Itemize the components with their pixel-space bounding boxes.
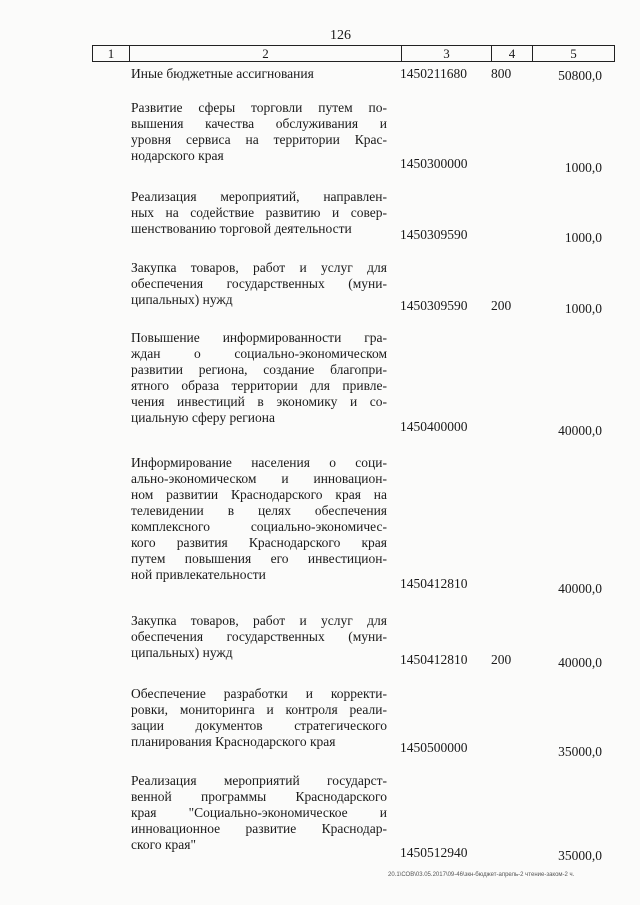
description-line: обеспечения государственных (муни- [131, 276, 387, 291]
description-line: вышения качества обслуживания и [131, 116, 387, 131]
description-line: венной программы Краснодарского [131, 789, 387, 804]
row-amount: 1000,0 [564, 301, 602, 316]
row-description [131, 330, 387, 426]
description-line: края "Социально-экономическое и [131, 805, 387, 820]
description-line: инновационное развитие Краснодар- [131, 821, 387, 836]
header-col-3: 3 [402, 46, 492, 61]
description-line: обеспечения государственных (муни- [131, 629, 387, 644]
row-code: 1450309590 [400, 298, 468, 313]
row-amount: 40000,0 [558, 423, 602, 438]
row-amount: 50800,0 [558, 68, 602, 83]
row-amount: 1000,0 [564, 230, 602, 245]
description-line: Иные бюджетные ассигнования [131, 66, 314, 81]
row-description [131, 66, 387, 82]
row-expense-type: 200 [491, 652, 512, 667]
description-line: ном развитии Краснодарского края на [131, 487, 387, 502]
description-line: уровня сервиса на территории Крас- [131, 132, 387, 147]
description-line: шенствованию торговой деятельности [131, 221, 352, 236]
row-code: 1450500000 [400, 740, 468, 755]
header-col-1: 1 [93, 46, 130, 61]
description-line: развитии региона, создание благопри- [131, 362, 387, 377]
description-line: Реализация мероприятий государст- [131, 773, 387, 788]
description-line: Закупка товаров, работ и услуг для [131, 260, 387, 275]
description-line: кого развития Краснодарского края [131, 535, 387, 550]
row-code: 1450412810 [400, 576, 468, 591]
description-line: Закупка товаров, работ и услуг для [131, 613, 387, 628]
row-amount: 40000,0 [558, 655, 602, 670]
description-line: Реализация мероприятий, направлен- [131, 189, 387, 204]
description-line: ной привлекательности [131, 567, 266, 582]
description-line: ского края" [131, 837, 196, 852]
row-code: 1450211680 [400, 66, 467, 81]
description-line: ципальных) нужд [131, 292, 233, 307]
description-line: комплексного социально-экономичес- [131, 519, 387, 534]
description-line: ных на содействие развитию и совер- [131, 205, 387, 220]
description-line: ждан о социально-экономическом [131, 346, 387, 361]
row-expense-type: 200 [491, 298, 512, 313]
row-description [131, 100, 387, 164]
row-expense-type: 800 [491, 66, 512, 81]
row-amount: 35000,0 [558, 848, 602, 863]
header-col-2: 2 [130, 46, 402, 61]
description-line: телевидении в целях обеспечения [131, 503, 387, 518]
footer-file-stamp: 20.1\СОВ\03.05.2017\09-46\зкн-бюджет-апрель-2 чтение-заком-2 ч. [388, 872, 575, 878]
row-description [131, 686, 387, 750]
row-amount: 1000,0 [564, 160, 602, 175]
header-col-5: 5 [570, 46, 577, 61]
description-line: Развитие сферы торговли путем по- [131, 100, 387, 115]
row-description [131, 260, 387, 308]
row-code: 1450300000 [400, 156, 468, 171]
row-description [131, 189, 387, 237]
row-code: 1450512940 [400, 845, 468, 860]
description-line: ровки, мониторинга и контроля реали- [131, 702, 387, 717]
table-header-row [92, 45, 615, 62]
description-line: ципальных) нужд [131, 645, 233, 660]
row-description [131, 455, 387, 583]
row-code: 1450400000 [400, 419, 468, 434]
row-code: 1450412810 [400, 652, 468, 667]
description-line: Повышение информированности гра- [131, 330, 387, 345]
description-line: путем повышения его инвестицион- [131, 551, 387, 566]
description-line: зации документов стратегического [131, 718, 387, 733]
description-line: Обеспечение разработки и корректи- [131, 686, 387, 701]
description-line: ально-экономическом и инновацион- [131, 471, 387, 486]
row-description [131, 773, 387, 853]
description-line: ятного образа территории для привле- [131, 378, 387, 393]
row-description [131, 613, 387, 661]
description-line: Информирование населения о соци- [131, 455, 387, 470]
row-code: 1450309590 [400, 227, 468, 242]
description-line: планирования Краснодарского края [131, 734, 336, 749]
description-line: чения инвестиций в экономику и со- [131, 394, 387, 409]
description-line: циальную сферу региона [131, 410, 275, 425]
header-col-4: 4 [492, 46, 533, 61]
page-number: 126 [330, 28, 351, 43]
row-amount: 35000,0 [558, 744, 602, 759]
description-line: нодарского края [131, 148, 224, 163]
row-amount: 40000,0 [558, 581, 602, 596]
